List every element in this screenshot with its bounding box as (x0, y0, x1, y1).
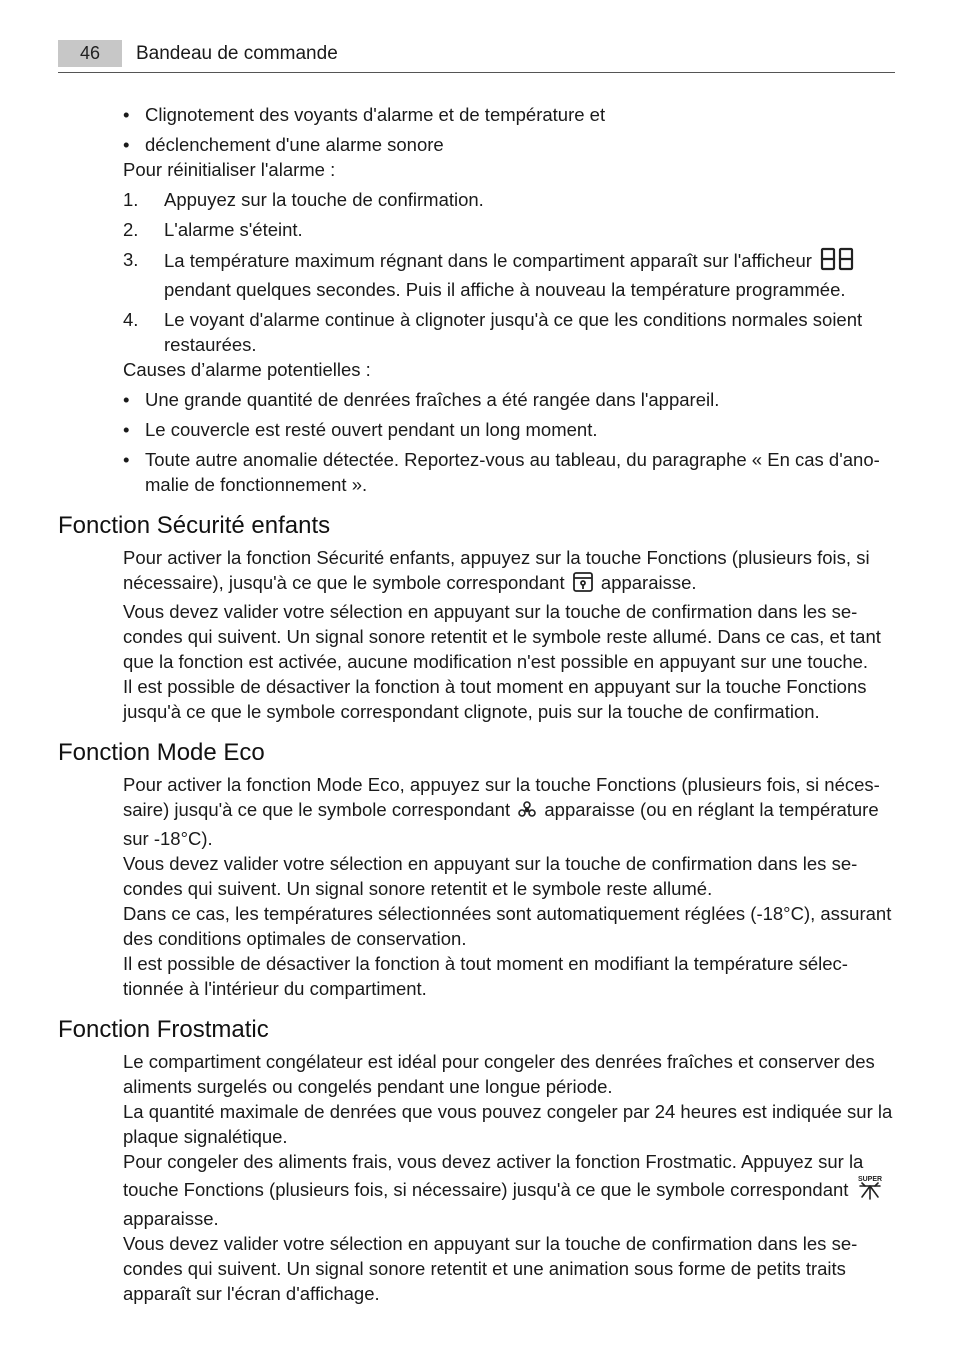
seven-segment-display-icon (819, 247, 855, 277)
page-header (58, 40, 895, 73)
paragraph: Pour congeler des aliments frais, vous devez activer la fonction Frostmatic. Appuyez sur la touche Fonctions (plusieurs fois, si nécessaire) jusqu'à ce que le symbole correspondant SUPER apparaisse. (123, 1151, 882, 1229)
list-item: 2. L'alarme s'éteint. (123, 219, 303, 240)
paragraph: Le compartiment congélateur est idéal pour congeler des denrées fraîches et conserver des aliments surgelés ou congelés pendant une longue période. (123, 1051, 875, 1097)
list-item: • Le couvercle est resté ouvert pendant un long moment. (123, 419, 598, 440)
page-content (58, 102, 896, 1306)
list-item: • Une grande quantité de denrées fraîches a été rangée dans l'appareil. (123, 389, 720, 410)
eco-leaf-icon (517, 800, 537, 826)
causes-intro: Causes d’alarme potentielles : (123, 359, 371, 380)
paragraph: Dans ce cas, les températures sélectionnées sont automatiquement réglées (-18°C), assurant des conditions optimales de conservation. (123, 903, 892, 949)
list-item: 3. La température maximum régnant dans le compartiment apparaît sur l'afficheur pendant quelques secondes. Puis il affiche à nouveau la température programmée. (58, 247, 896, 302)
paragraph: Vous devez valider votre sélection en appuyant sur la touche de confirmation dans les se-condes qui suivent. Un signal sonore retentit et une animation sous forme de petits traits apparaît sur l'écran d'affichage. (123, 1233, 858, 1304)
super-freeze-icon (856, 1174, 884, 1206)
paragraph: Vous devez valider votre sélection en appuyant sur la touche de confirmation dans les se-condes qui suivent. Un signal sonore retentit et le symbole reste allumé. Dans ce cas, et tant que la fonction est activée, aucune modification n'est possible en appuyant sur une touche. (123, 601, 881, 672)
list-item: • déclenchement d'une alarme sonore (123, 134, 444, 155)
page-number: 46 (58, 40, 122, 67)
list-item: • Clignotement des voyants d'alarme et de température et (123, 104, 606, 125)
paragraph: Pour activer la fonction Sécurité enfants, appuyez sur la touche Fonctions (plusieurs fois, si nécessaire), jusqu'à ce que le symbole correspondant apparaisse. (58, 545, 896, 599)
paragraph: Vous devez valider votre sélection en appuyant sur la touche de confirmation dans les se-condes qui suivent. Un signal sonore retentit et le symbole reste allumé. (123, 853, 858, 899)
paragraph: Il est possible de désactiver la fonction à tout moment en appuyant sur la touche Fonctions jusqu'à ce que le symbole correspondant clignote, puis sur la touche de confirmation. (123, 676, 867, 722)
svg-text:SUPER: SUPER (857, 1176, 882, 1183)
section-heading-eco-mode: Fonction Mode Eco (58, 739, 265, 766)
list-item: • Toute autre anomalie détectée. Reportez-vous au tableau, du paragraphe « En cas d'ano-malie de fonctionnement ». (123, 449, 880, 495)
list-item: 1. Appuyez sur la touche de confirmation. (123, 189, 484, 210)
section-heading-child-lock: Fonction Sécurité enfants (58, 512, 331, 539)
paragraph: La quantité maximale de denrées que vous pouvez congeler par 24 heures est indiquée sur la plaque signalétique. (123, 1101, 893, 1147)
section-heading-frostmatic: Fonction Frostmatic (58, 1016, 269, 1043)
paragraph: Pour activer la fonction Mode Eco, appuyez sur la touche Fonctions (plusieurs fois, si néces-saire) jusqu'à ce que le symbole correspondant apparaisse (ou en réglant la température sur -18°C). (123, 774, 880, 849)
list-item: 4. Le voyant d'alarme continue à clignoter jusqu'à ce que les conditions normales soient restaurées. (123, 309, 863, 355)
child-lock-icon (572, 571, 594, 599)
paragraph: Il est possible de désactiver la fonction à tout moment en modifiant la température sélec-tionnée à l'intérieur du compartiment. (123, 953, 848, 999)
reset-intro: Pour réinitialiser l'alarme : (123, 159, 336, 180)
section-title: Bandeau de commande (136, 43, 338, 64)
